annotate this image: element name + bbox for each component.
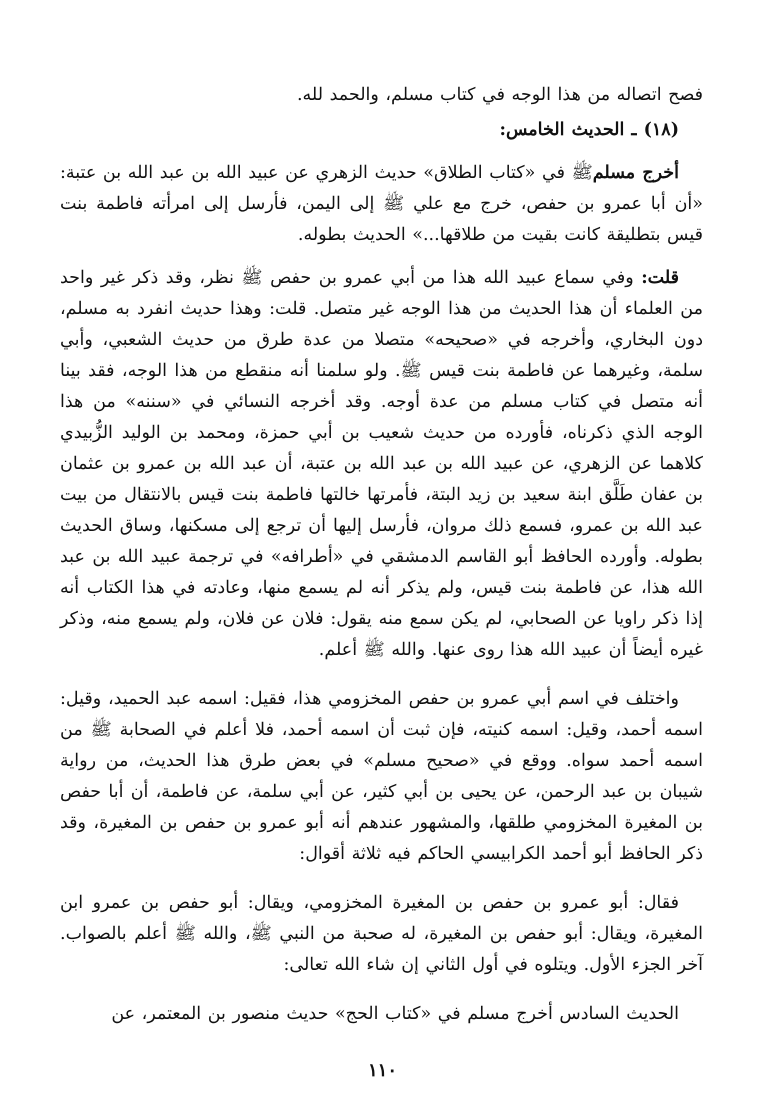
hadith-paragraph <box>60 158 703 251</box>
hadith-text: ﷺ في «كتاب الطلاق» حديث الزهري عن عبيد الله بن عبد الله بن عتبة: «أن أبا عمرو بن حفص، خرج مع علي ﷺ إلى اليمن، فأرسل إلى امرأته فاطمة بنت قيس بتطليقة كانت بقيت من طلاقها...» الحديث بطوله. <box>60 163 703 245</box>
section-heading: (١٨) ـ الحديث الخامس: <box>499 120 679 140</box>
name-dispute-paragraph: واختلف في اسم أبي عمرو بن حفص المخزومي هذا، فقيل: اسمه عبد الحميد، وقيل: اسمه أحمد، وقيل: اسمه كنيته، فإن ثبت أن اسمه أحمد، فلا أعلم في الصحابة ﷺ من اسمه أحمد سواه. ووقع في «صحيح مسلم» في بعض طرق هذا الحديث، من رواية شيبان بن عبد الرحمن، عن يحيى بن أبي كثير، عن أبي سلمة، عن فاطمة، أن أبا حفص بن المغيرة المخزومي طلقها، والمشهور عندهم أنه أبو عمرو بن حفص بن المغيرة، وقد ذكر الحافظ أبو أحمد الكرابيسي الحاكم فيه ثلاثة أقوال: <box>60 689 703 864</box>
commentary-paragraph <box>60 263 703 666</box>
page-number: ١١٠ <box>367 1060 397 1081</box>
three-views-paragraph: فقال: أبو عمرو بن حفص بن المغيرة المخزومي، ويقال: أبو حفص بن عمرو ابن المغيرة، ويقال: أبو حفص بن المغيرة، له صحبة من النبي ﷺ، والله ﷺ أعلم بالصواب. آخر الجزء الأول. ويتلوه في أول الثاني إن شاء الله تعالى: <box>60 893 703 975</box>
commentary-text: وفي سماع عبيد الله هذا من أبي عمرو بن حفص ﷺ نظر، وقد ذكر غير واحد من العلماء أن هذا الحديث من هذا الوجه غير متصل. قلت: وهذا حديث انفرد به مسلم، دون البخاري، وأخرجه في «صحيحه» متصلا من عدة طرق من حديث الشعبي، وأبي سلمة، وغيرهما عن فاطمة بنت قيس ﷺ. ولو سلمنا أنه منقطع من هذا الوجه، فقد بينا أنه متصل في كتاب مسلم من عدة أوجه. وقد أخرجه النسائي في «سننه» من هذا الوجه الذي ذكرناه، فأورده من حديث شعيب بن أبي حمزة، ومحمد بن الوليد الزُّبيدي كلاهما عن الزهري، عن عبيد الله بن عبد الله بن عتبة، أن عبد الله بن عمرو بن عثمان بن عفان طَلَّق ابنة سعيد بن زيد البتة، فأمرتها خالتها فاطمة بنت قيس بالانتقال من بيت عبد الله بن عمرو، فسمع ذلك مروان، فأرسل إليها أن ترجع إلى مسكنها، وساق الحديث بطوله. وأورده الحافظ أبو القاسم الدمشقي في «أطرافه» في ترجمة عبيد الله بن عبد الله هذا، عن فاطمة بنت قيس، ولم يذكر أنه لم يسمع منها، وعادته في هذا الكتاب أنه إذا ذكر راويا عن الصحابي، لم يكن سمع منه يقول: فلان عن فلان، ولم يسمع منه، وذكر غيره أيضاً أن عبيد الله هذا روى عنها. والله ﷺ أعلم. <box>60 268 703 660</box>
hadith-lead: أخرج مسلم <box>592 163 679 183</box>
sixth-hadith-paragraph: الحديث السادس أخرج مسلم في «كتاب الحج» حديث منصور بن المعتمر، عن <box>111 1004 679 1024</box>
opening-line: فصح اتصاله من هذا الوجه في كتاب مسلم، والحمد لله. <box>296 85 703 105</box>
commentary-lead: قلت: <box>641 268 679 288</box>
